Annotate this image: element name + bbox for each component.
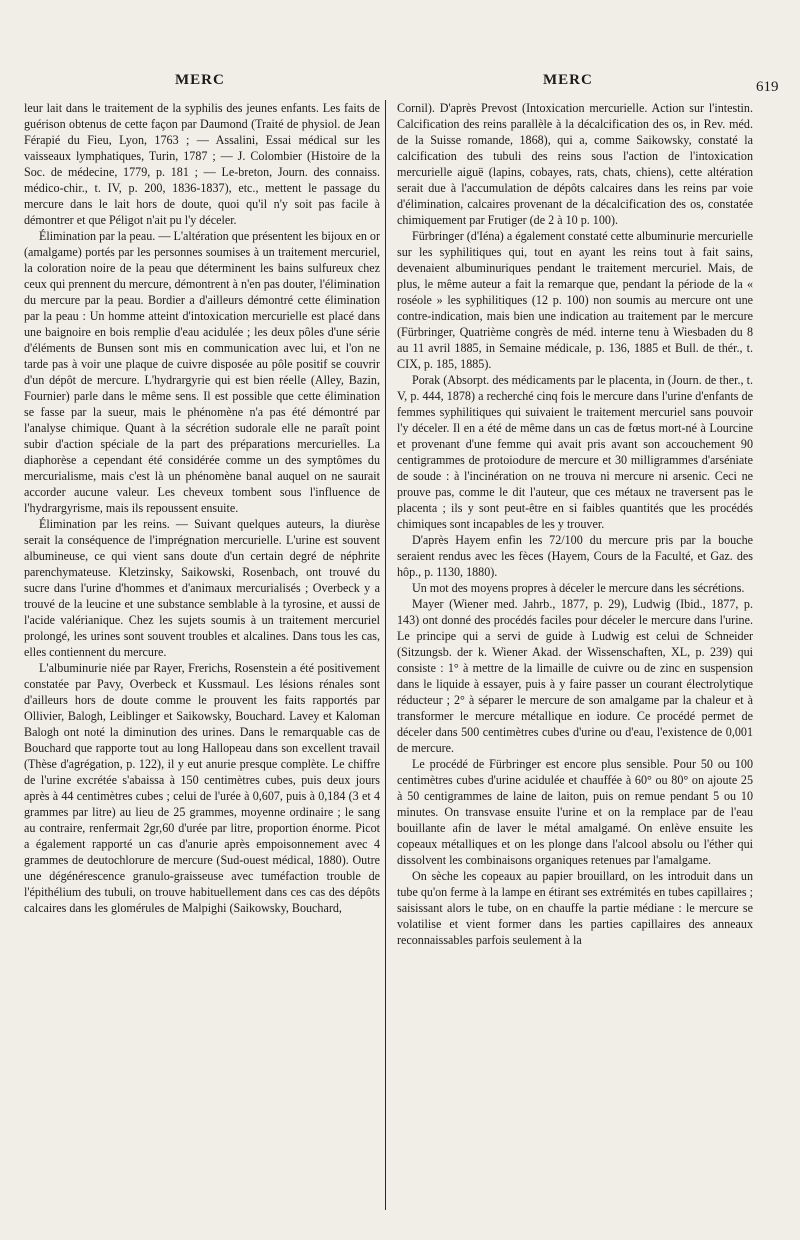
paragraph: Fürbringer (d'Iéna) a également constaté cette albuminurie mercurielle sur les syphilitiques qui, tout en ayant les reins tout à fait sains, devenaient albuminuriques pendant le traitement mercuriel. Mais, de plus, le même auteur a fait la remarque que, pendant la période de la « roséole » les syphilitiques (12 p. 100) non soumis au mercure ont une contre-indication, mais bien une indication au traitement par le mercure (Fürbringer, Quatrième congrès de méd. interne tenu à Wiesbaden du 8 au 11 avril 1885, in Semaine médicale, p. 136, 1885 et Bull. de thér., t. CIX, p. 185, 1885). [397,229,753,371]
paragraph: Le procédé de Fürbringer est encore plus sensible. Pour 50 ou 100 centimètres cubes d'urine acidulée et chauffée à 60° ou 80° on ajoute 25 à 50 centigrammes de laine de laiton, puis on remue pendant 5 ou 10 minutes. On transvase ensuite l'urine et on la remplace par de l'eau bouillante afin de laver le métal amalgamé. On enlève ensuite les copeaux métalliques et on les plonge dans l'alcool absolu ou l'éther qui dissolvent les combinaisons organiques retenues par l'amalgame. [397,757,753,867]
paragraph: Élimination par la peau. — L'altération que présentent les bijoux en or (amalgame) portés par les personnes soumises à un traitement mercuriel, la coloration noire de la peau que déterminent les bains sulfureux chez ceux qui prennent du mercure, démontrent à n'en pas douter, l'élimination du mercure par la peau. Bordier a d'ailleurs démontré cette élimination par la peau : Un homme atteint d'intoxication mercurielle est placé dans une baignoire en bois remplie d'eau acidulée ; les deux pôles d'une série d'éléments de Bunsen sont mis en communication avec lui, et l'on ne tarde pas à voir une plaque de cuivre disposée au pôle positif se couvrir d'un dépôt de mercure. L'hydrargyrie qui est bien réelle (Alley, Bazin, Fournier) parle dans le même sens. Il est possible que cette élimination se fasse par la sueur, mais le phénomène n'a pas été démontré par l'analyse chimique. Quant à la sécrétion sudorale elle ne paraît point subir d'action spéciale de la part des préparations mercurielles. La diaphorèse a cependant été considérée comme un des symptômes du mercurialisme, mais c'est là un phénomène banal auquel on ne saurait accorder aucune valeur. Les cheveux tombent sous l'influence de l'hydrargyrisme, mais ils repoussent ensuite. [24,229,380,515]
right-text-column [397,100,753,1220]
column-divider [385,100,386,1210]
paragraph: Cornil). D'après Prevost (Intoxication mercurielle. Action sur l'intestin. Calcification des reins parallèle à la décalcification des os, in Rev. méd. de la Suisse romande, 1868), qui a, comme Saikowsky, constaté la calcification des tubuli des reins sous l'action de l'intoxication mercurielle aiguë (lapins, cobayes, rats, chats, chiens), cette altération serait due à l'accumulation de dépôts calcaires dans les reins par voie d'élimination, calcaires provenant de la décalcification des os, constatée chimiquement par Frutiger (de 2 à 10 p. 100). [397,101,753,227]
paragraph: Un mot des moyens propres à déceler le mercure dans les sécrétions. [412,581,745,595]
paragraph: On sèche les copeaux au papier brouillard, on les introduit dans un tube qu'on ferme à la lampe en étirant ses extrémités en tubes capillaires ; saisissant alors le tube, on en chauffe la partie médiane : le mercure se volatilise et vient former dans les parties capillaires des anneaux reconnaissables parfois seulement à la [397,869,753,947]
paragraph: Mayer (Wiener med. Jahrb., 1877, p. 29), Ludwig (Ibid., 1877, p. 143) ont donné des procédés faciles pour déceler le mercure dans l'urine. Le principe qui a servi de guide à Ludwig est celui de Schneider (Sitzungsb. der k. Wiener Akad. der Wissenschaften, XL, p. 239) qui consiste : 1° à mettre de la limaille de cuivre ou de zinc en suspension dans le liquide à essayer, puis à y faire passer un courant électrolytique réducteur ; 2° à séparer le mercure de son amalgame par la chaleur et à transformer le mercure métallique en iodure. Ce procédé permet de déceler dans 500 centimètres cubes d'urine ou d'eau, l'existence de 0,001 de mercure. [397,597,753,755]
paragraph: L'albuminurie niée par Rayer, Frerichs, Rosenstein a été positivement constatée par Pavy, Overbeck et Kussmaul. Les lésions rénales sont d'ailleurs hors de doute comme le prouvent les faits rapportés par Ollivier, Balogh, Leiblinger et Saikowsky, Bouchard. Lavey et Kaloman Balogh ont noté la diminution des urines. Dans le remarquable cas de Bouchard que rapporte tout au long Hallopeau dans son excellent travail (Thèse d'agrégation, p. 122), il y eut anurie presque complète. Le chiffre de l'urine excrétée s'abaissa à 150 centimètres cubes, puis deux jours après à 44 centimètres cubes ; celui de l'urée à 0,607, puis à 0,184 (3 et 4 grammes par litre) au lieu de 25 grammes, moyenne ordinaire ; le sang au contraire, renfermait 2gr,60 d'urée par litre, proportion énorme. Picot a également rapporté un cas d'anurie après empoisonnement avec 4 grammes de deutochlorure de mercure (Sud-ouest médical, 1880). Outre une dégénérescence granulo-graisseuse avec tuméfaction trouble de l'épithélium des tubuli, on trouve habituellement dans ces cas des dépôts calcaires dans les glomérules de Malpighi (Saikowsky, Bouchard, [24,661,380,915]
running-head-left: MERC [175,72,225,88]
paragraph: D'après Hayem enfin les 72/100 du mercure pris par la bouche seraient rendus avec les fèces (Hayem, Cours de la Faculté, et Gaz. des hôp., p. 1130, 1880). [397,533,753,579]
page-number: 619 [756,79,779,95]
paragraph: Élimination par les reins. — Suivant quelques auteurs, la diurèse serait la conséquence de l'imprégnation mercurielle. L'urine est souvent albumineuse, ce qui vient sans doute d'un certain degré de néphrite parenchymateuse. Kletzinsky, Saikowski, Rosenbach, ont trouvé du sucre dans l'urine d'hommes et d'animaux mercurialisés ; Overbeck y a trouvé de la leucine et une substance semblable à la tyrosine, et aussi de l'acide valérianique. Chez les sujets soumis à un traitement mercuriel prolongé, les urines sont souvent troubles et alcalines. Dans tous les cas, elles contiennent du mercure. [24,517,380,659]
paragraph: Porak (Absorpt. des médicaments par le placenta, in (Journ. de ther., t. V, p. 444, 1878) a recherché cinq fois le mercure dans l'urine d'enfants de femmes syphilitiques qui suivaient le traitement mercuriel sans pouvoir l'y déceler. Il en a été de même dans un cas de fœtus mort-né à Lourcine et provenant d'une femme qui avait pris avant son accouchement 90 centigrammes de protoiodure de mercure et 30 milligrammes d'arséniate de soude : à l'incinération on ne trouva ni mercure ni arsenic. Ceci ne prouve pas, comme le dit l'auteur, que ces métaux ne traversent pas le placenta ; ils y sont peut-être en si faibles quantités que les procédés chimiques sont incapables de les y trouver. [397,373,753,531]
paragraph: leur lait dans le traitement de la syphilis des jeunes enfants. Les faits de guérison obtenus de cette façon par Daumond (Traité de physiol. de Jean Férapié du Fieu, Lyon, 1763 ; — Assalini, Essai médical sur les vaisseaux lymphatiques, Turin, 1787 ; — J. Colombier (Histoire de la Soc. de médecine, 1779, p. 181 ; — Le-breton, Journ. des connaiss. médico-chir., t. IV, p. 200, 1836-1837), etc., mettent le passage du mercure dans le lait hors de doute, quoi qu'il n'y soit pas facile à démontrer et que Péligot n'ait pu l'y déceler. [24,101,380,227]
left-text-column [24,100,380,1220]
running-head-right: MERC [543,72,593,88]
